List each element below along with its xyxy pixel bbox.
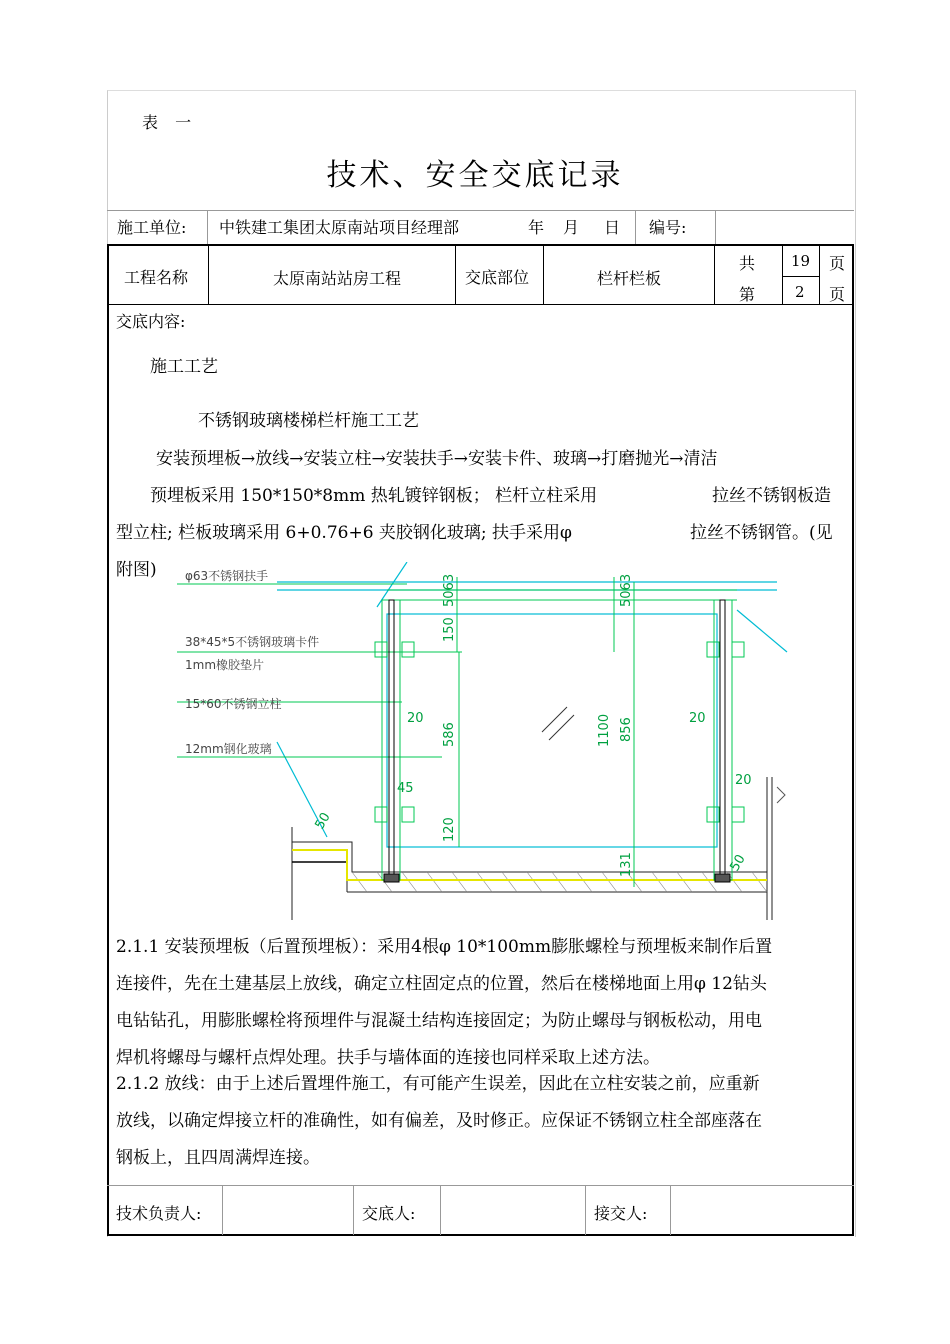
total-pages: 19 [791,252,811,270]
page-unit: 页 [829,254,846,273]
paragraph-2-1-2 [116,1066,848,1177]
callout-labels [185,568,319,756]
dim-45: 45 [397,781,414,796]
unit-value: 中铁建工集团太原南站项目经理部 [219,218,460,237]
dim-586: 586 [442,722,457,747]
text-line: 焊机将螺母与螺杆点焊处理。扶手与墙体面的连接也同样采取上述方法。 [116,1048,660,1068]
total-prefix: 共 [739,254,756,273]
text-line: 放线，以确定焊接立杆的准确性，如有偏差，及时修正。应保证不锈钢立柱全部座落在 [116,1111,762,1131]
receiver-label: 接交人: [594,1204,648,1223]
form-number: 表 一 [142,113,198,132]
dim-856: 856 [619,717,634,742]
col-divider [670,1185,671,1235]
spec-text: 附图) [116,560,157,580]
spec-text: 拉丝不锈钢管。(见 [690,523,833,543]
dim-120: 120 [442,817,457,842]
row-divider [782,276,819,277]
label-post: 15*60不锈钢立柱 [185,697,282,711]
month-label: 月 [563,218,580,237]
col-divider [353,1185,354,1235]
col-divider [543,244,544,304]
stair-structure [292,777,785,920]
number-label: 编号: [649,218,687,237]
text-line: 连接件，先在土建基层上放线，确定立柱固定点的位置，然后在楼梯地面上用φ 12钻头 [116,974,767,994]
day-label: 日 [604,218,621,237]
unit-label: 施工单位: [117,218,187,237]
col-divider [455,244,456,304]
giver-label: 交底人: [362,1204,416,1223]
tech-lead-label: 技术负责人: [116,1204,202,1223]
project-name-value: 太原南站站房工程 [273,269,402,288]
dim-150: 150 [442,617,457,642]
content-label: 交底内容: [116,312,186,331]
glass-mark [542,707,574,740]
text-line: 2.1.2 放线：由于上述后置埋件施工，有可能产生误差，因此在立柱安装之前，应重新 [116,1074,760,1094]
part-label: 交底部位 [465,268,530,287]
project-name-label: 工程名称 [124,268,189,287]
section-heading: 施工工艺 [150,357,218,377]
col-divider [585,1185,586,1235]
paragraph-2-1-1 [116,929,848,1077]
page-title: 技术、安全交底记录 [326,158,624,193]
spec-text: 型立柱; 栏板玻璃采用 6+0.76+6 夹胶钢化玻璃; 扶手采用φ [116,523,572,543]
dim-20-left: 20 [407,711,424,726]
concrete-hatch [352,872,767,892]
dim-20-lower: 20 [735,773,752,788]
label-pad: 1mm橡胶垫片 [185,658,265,672]
info-row [107,210,854,245]
dim-131: 131 [619,852,634,877]
spec-text: 预埋板采用 150*150*8mm 热轧镀锌钢板； 栏杆立柱采用 [150,486,598,506]
label-handrail: φ63不锈钢扶手 [185,569,269,583]
current-prefix: 第 [739,285,756,304]
part-value: 栏杆栏板 [597,269,662,288]
post-details [384,600,730,882]
green-dimensions [177,577,744,887]
divider [715,211,716,245]
dimension-text [312,574,751,877]
divider [635,211,636,245]
label-clip: 38*45*5不锈钢玻璃卡件 [185,635,320,649]
spec-text: 拉丝不锈钢板造 [712,486,831,506]
dim-50-right: 50 [727,852,749,874]
subtitle: 不锈钢玻璃楼梯栏杆施工工艺 [198,411,419,431]
row-divider [107,1185,854,1186]
current-page: 2 [795,283,805,301]
col-divider [819,244,820,304]
cyan-glass-outline [277,562,787,847]
col-divider [440,1185,441,1235]
col-divider [208,244,209,304]
text-line: 2.1.1 安装预埋板（后置预埋板）：采用4根φ 10*100mm膨胀螺栓与预埋板来制作后置 [116,937,773,957]
dim-5063-right: 5063 [619,573,634,607]
col-divider [222,1185,223,1235]
dim-5063-left: 5063 [442,573,457,607]
page-unit: 页 [829,285,846,304]
divider [207,211,208,245]
year-label: 年 [528,218,545,237]
railing-diagram [177,562,797,920]
col-divider [782,244,783,304]
dim-1100: 1100 [597,713,612,747]
dim-50-left: 50 [312,810,334,832]
dim-20-right: 20 [689,711,706,726]
col-divider [714,244,715,304]
text-line: 电钻钻孔，用膨胀螺栓将预埋件与混凝土结构连接固定；为防止螺母与钢板松动，用电 [116,1011,762,1031]
text-line: 钢板上，且四周满焊连接。 [116,1148,320,1168]
label-glass: 12mm钢化玻璃 [185,742,272,756]
process-flow: 安装预埋板→放线→安装立柱→安装扶手→安装卡件、玻璃→打磨抛光→清洁 [156,449,718,469]
